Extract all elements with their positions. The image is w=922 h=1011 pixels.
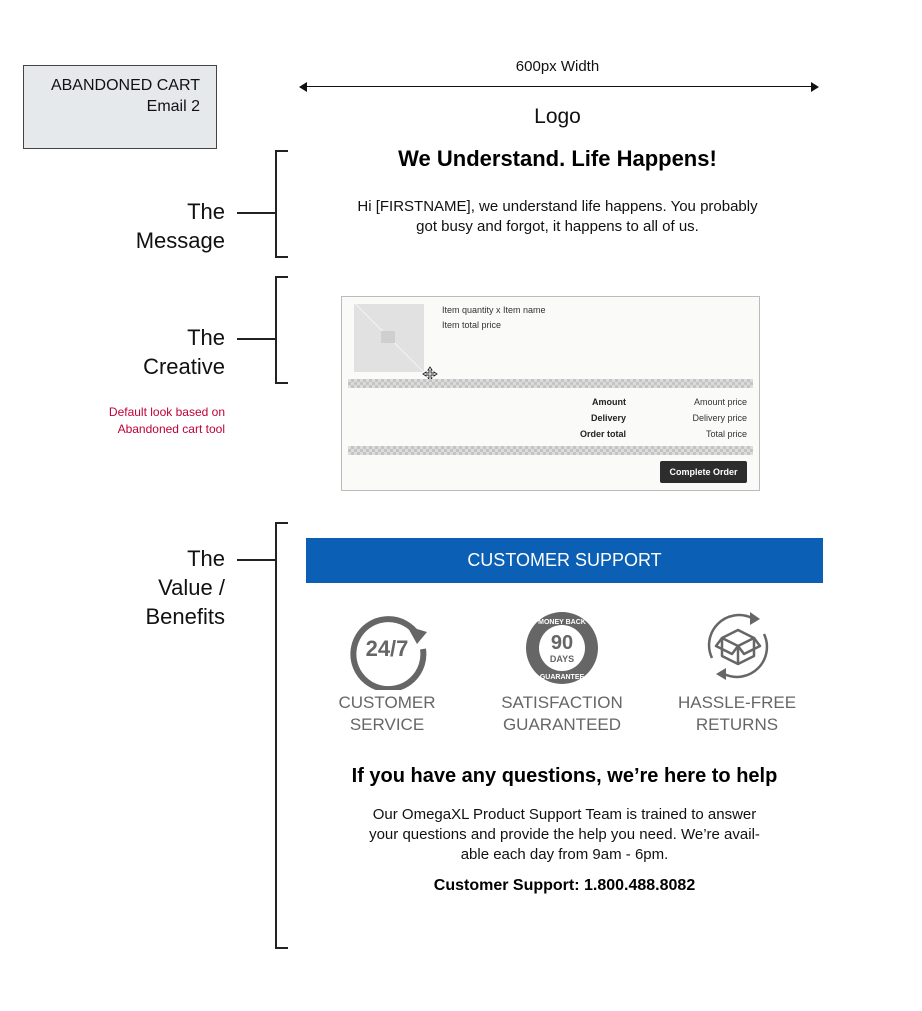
- summary-value-total: Total price: [705, 429, 747, 439]
- divider-pattern: [348, 379, 753, 388]
- support-phone[interactable]: Customer Support: 1.800.488.8082: [433, 877, 696, 894]
- benefit-satisfaction-guaranteed: SATISFACTION GUARANTEED: [501, 693, 623, 734]
- summary-label-delivery: Delivery: [590, 413, 626, 423]
- message-body: Hi [FIRSTNAME], we understand life happens. You probably got busy and forgot, it happens to all of us.: [357, 198, 758, 235]
- customer-support-banner: CUSTOMER SUPPORT: [306, 538, 823, 583]
- message-headline: We Understand. Life Happens!: [398, 146, 717, 171]
- logo-placeholder: Logo: [534, 105, 581, 128]
- section-label-creative: The Creative: [143, 325, 225, 379]
- product-placeholder-icon: [381, 331, 395, 343]
- arrow-right-icon: [811, 82, 819, 92]
- bracket-connector: [237, 338, 275, 340]
- box-return-icon: [700, 608, 776, 684]
- divider-pattern: [348, 446, 753, 455]
- support-headline: If you have any questions, we’re here to help: [351, 765, 778, 787]
- item-line: Item quantity x Item name: [442, 305, 546, 315]
- bracket-connector: [237, 212, 275, 214]
- bracket-tick: [275, 276, 288, 278]
- bracket-creative: [275, 276, 277, 384]
- 24-7-clock-icon: [347, 608, 429, 690]
- bracket-tick: [275, 256, 288, 258]
- width-measure-line: [303, 86, 812, 87]
- product-image-placeholder: [354, 304, 424, 372]
- section-label-value: The Value / Benefits: [145, 546, 225, 629]
- bracket-tick: [275, 150, 288, 152]
- item-total: Item total price: [442, 320, 502, 330]
- section-label-message: The Message: [135, 199, 225, 253]
- benefit-hassle-free-returns: HASSLE-FREE RETURNS: [677, 693, 797, 734]
- width-label: 600px Width: [515, 58, 600, 75]
- bracket-message: [275, 150, 277, 258]
- svg-text:MONEY BACK: MONEY BACK: [538, 619, 586, 626]
- summary-label-total: Order total: [579, 429, 626, 439]
- svg-text:GUARANTEE: GUARANTEE: [539, 674, 585, 681]
- email-label-box: [23, 65, 217, 149]
- email-label-number: Email 2: [146, 98, 200, 115]
- bracket-connector: [237, 559, 275, 561]
- summary-value-delivery: Delivery price: [692, 413, 747, 423]
- bracket-tick: [275, 522, 288, 524]
- money-back-seal-icon: [524, 610, 600, 686]
- support-body: Our OmegaXL Product Support Team is trained to answer your questions and provide the help you need. We’re avail- able each day from 9am - 6pm.: [369, 806, 760, 863]
- svg-text:90: 90: [550, 632, 574, 654]
- summary-label-amount: Amount: [592, 397, 626, 407]
- bracket-tick: [275, 947, 288, 949]
- benefit-customer-service: CUSTOMER SERVICE: [338, 693, 436, 734]
- summary-value-amount: Amount price: [693, 397, 747, 407]
- svg-text:DAYS: DAYS: [549, 654, 575, 664]
- complete-order-button[interactable]: Complete Order: [660, 461, 747, 483]
- bracket-tick: [275, 382, 288, 384]
- email-label-title: ABANDONED CART: [50, 77, 200, 94]
- cart-creative: [341, 296, 760, 491]
- creative-note: Default look based on Abandoned cart tool: [108, 405, 225, 436]
- arrow-left-icon: [299, 82, 307, 92]
- 24-7-text: 24/7: [365, 636, 409, 661]
- bracket-value: [275, 522, 277, 949]
